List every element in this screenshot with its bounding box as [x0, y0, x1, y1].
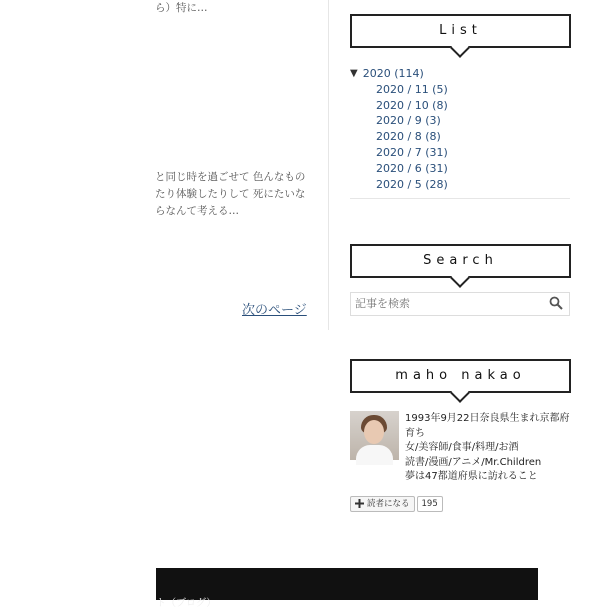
archive-list	[350, 66, 570, 192]
search-module	[350, 244, 570, 316]
archive-month-link[interactable]: 2020 / 7 (31)	[376, 145, 448, 159]
bio-line: 読書/漫画/アニメ/Mr.Children	[405, 456, 542, 468]
profile-heading: maho nakao	[350, 359, 571, 393]
subscribe-widget	[350, 496, 570, 512]
footer-bar	[156, 568, 538, 609]
archive-month-link[interactable]: 2020 / 9 (3)	[376, 114, 441, 128]
archive-year-toggle[interactable]	[350, 66, 570, 82]
archive-month-link[interactable]: 2020 / 5 (28)	[376, 177, 448, 191]
entry-snippet-line: らなんて考える…	[155, 205, 239, 217]
search-box	[350, 292, 570, 316]
bio-line: 育ち	[405, 427, 425, 439]
next-page-link[interactable]: 次のページ	[242, 303, 307, 318]
entry-snippet-line: たり体験したりして 死にたいな	[155, 188, 306, 200]
main-column	[0, 0, 329, 330]
avatar[interactable]	[350, 411, 399, 460]
collapse-triangle-icon[interactable]: ▼	[350, 68, 358, 79]
bio-line: 1993年9月22日奈良県生まれ京都府	[405, 413, 570, 424]
search-icon[interactable]	[549, 296, 563, 310]
footer-text: ト（ブログ）	[156, 598, 217, 609]
archive-month-link[interactable]: 2020 / 11 (5)	[376, 82, 448, 96]
subscriber-count: 195	[417, 496, 443, 512]
archive-year-label[interactable]: 2020 (114)	[362, 67, 424, 80]
archive-month-link[interactable]: 2020 / 8 (8)	[376, 130, 441, 144]
plus-icon	[355, 499, 364, 508]
archive-module	[350, 14, 570, 199]
archive-month-link[interactable]: 2020 / 6 (31)	[376, 161, 448, 175]
bio-line: 夢は47都道府県に訪れること	[405, 471, 538, 482]
profile-bio	[405, 411, 570, 485]
profile-module	[350, 359, 570, 512]
search-heading: Search	[350, 244, 571, 278]
subscribe-label: 読者になる	[367, 498, 410, 509]
subscribe-button[interactable]	[350, 496, 415, 512]
archive-month-link[interactable]: 2020 / 10 (8)	[376, 98, 448, 112]
profile-info	[350, 411, 570, 485]
list-heading: List	[350, 14, 571, 48]
bio-line: 女/美容師/食事/料理/お酒	[405, 442, 519, 453]
entry-snippet-line: と同じ時を過ごせて 色んなもの	[155, 171, 306, 183]
entry-snippet-top: ら）特に…	[155, 2, 208, 14]
search-input[interactable]	[351, 293, 544, 313]
module-divider	[350, 198, 570, 199]
